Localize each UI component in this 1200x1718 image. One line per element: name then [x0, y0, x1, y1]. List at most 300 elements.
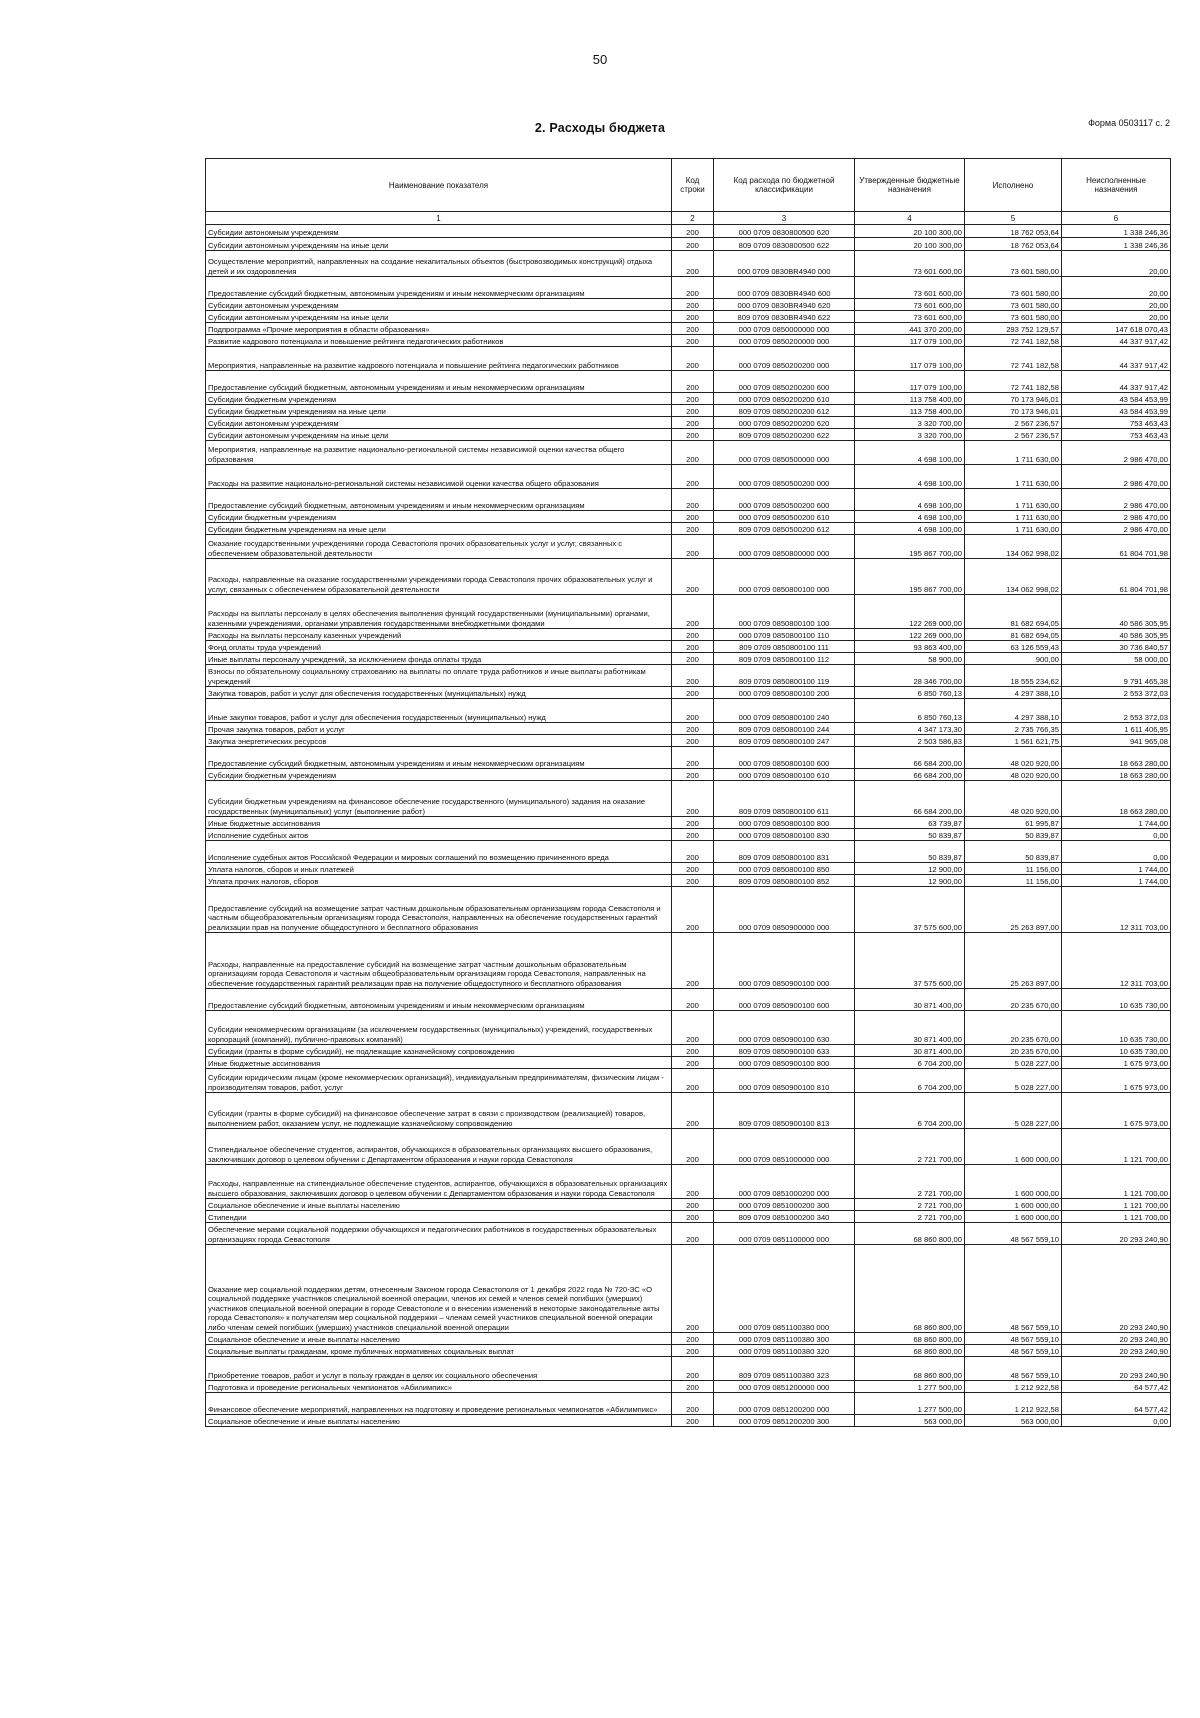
row-approved: 28 346 700,00: [855, 665, 965, 687]
table-row: [206, 769, 1171, 781]
row-classification-code: 809 0709 0850200200 622: [714, 429, 855, 441]
row-executed: 50 839,87: [965, 841, 1062, 863]
row-executed: 48 567 559,10: [965, 1223, 1062, 1245]
row-approved: 73 601 600,00: [855, 299, 965, 311]
row-approved: 68 860 800,00: [855, 1357, 965, 1381]
row-approved: 12 900,00: [855, 863, 965, 875]
row-name: Предоставление субсидий бюджетным, автономным учреждениям и иным некоммерческим организациям: [206, 489, 672, 511]
row-classification-code: 000 0709 0851100380 300: [714, 1333, 855, 1345]
row-approved: 4 698 100,00: [855, 489, 965, 511]
row-name: Расходы на развитие национально-региональной системы независимой оценки качества общего образования: [206, 465, 672, 489]
row-line-code: 200: [672, 1357, 714, 1381]
row-line-code: 200: [672, 523, 714, 535]
table-row: [206, 1199, 1171, 1211]
table-row: [206, 335, 1171, 347]
row-executed: 1 711 630,00: [965, 511, 1062, 523]
row-unexecuted: 2 986 470,00: [1062, 523, 1171, 535]
row-name: Расходы на выплаты персоналу в целях обеспечения выполнения функций государственными (муниципальными) органами, казенными учреждениями, органами управления государственными внебюджетными фондами: [206, 595, 672, 629]
row-executed: 1 212 922,58: [965, 1381, 1062, 1393]
table-row: [206, 1415, 1171, 1427]
row-approved: 117 079 100,00: [855, 371, 965, 393]
col-header-classification-code: Код расхода по бюджетной классификации: [714, 159, 855, 212]
row-name: Субсидии бюджетным учреждениям на финансовое обеспечение государственного (муниципального) задания на оказание государственных (муниципальных) услуг (выполнение работ): [206, 781, 672, 817]
row-executed: 20 235 670,00: [965, 989, 1062, 1011]
row-executed: 20 235 670,00: [965, 1011, 1062, 1045]
row-classification-code: 809 0709 0850500200 612: [714, 523, 855, 535]
row-unexecuted: 1 121 700,00: [1062, 1129, 1171, 1165]
row-executed: 48 567 559,10: [965, 1357, 1062, 1381]
row-classification-code: 000 0709 0850900100 000: [714, 933, 855, 989]
table-row: [206, 523, 1171, 535]
row-approved: 4 698 100,00: [855, 511, 965, 523]
row-unexecuted: 10 635 730,00: [1062, 989, 1171, 1011]
row-approved: 37 575 600,00: [855, 887, 965, 933]
row-line-code: 200: [672, 323, 714, 335]
row-approved: 68 860 800,00: [855, 1333, 965, 1345]
row-approved: 2 721 700,00: [855, 1129, 965, 1165]
row-executed: 18 762 053,64: [965, 238, 1062, 251]
row-line-code: 200: [672, 393, 714, 405]
row-approved: 1 277 500,00: [855, 1393, 965, 1415]
row-executed: 2 735 766,35: [965, 723, 1062, 735]
row-executed: 5 028 227,00: [965, 1057, 1062, 1069]
row-classification-code: 000 0709 0850500200 610: [714, 511, 855, 523]
row-unexecuted: 2 553 372,03: [1062, 687, 1171, 699]
table-row: [206, 841, 1171, 863]
table-row: [206, 735, 1171, 747]
row-name: Взносы по обязательному социальному страхованию на выплаты по оплате труда работников и иные выплаты работникам учреждений: [206, 665, 672, 687]
row-unexecuted: 64 577,42: [1062, 1393, 1171, 1415]
row-line-code: 200: [672, 299, 714, 311]
row-name: Финансовое обеспечение мероприятий, направленных на подготовку и проведение региональных чемпионатов «Абилимпикс»: [206, 1393, 672, 1415]
row-approved: 68 860 800,00: [855, 1245, 965, 1333]
row-unexecuted: 147 618 070,43: [1062, 323, 1171, 335]
row-line-code: 200: [672, 595, 714, 629]
row-unexecuted: 1 675 973,00: [1062, 1093, 1171, 1129]
row-classification-code: 000 0709 0850900100 800: [714, 1057, 855, 1069]
row-classification-code: 809 0709 0850800100 831: [714, 841, 855, 863]
row-name: Иные бюджетные ассигнования: [206, 1057, 672, 1069]
table-row: [206, 1223, 1171, 1245]
row-unexecuted: 43 584 453,99: [1062, 405, 1171, 417]
row-unexecuted: 30 736 840,57: [1062, 641, 1171, 653]
row-line-code: 200: [672, 251, 714, 277]
row-approved: 12 900,00: [855, 875, 965, 887]
row-name: Расходы, направленные на стипендиальное обеспечение студентов, аспирантов, обучающихся в образовательных организациях высшего образования, заключивших договор о целевом обучении с Департаментом образования и науки города Севастополя: [206, 1165, 672, 1199]
row-executed: 563 000,00: [965, 1415, 1062, 1427]
row-executed: 48 020 920,00: [965, 781, 1062, 817]
row-classification-code: 000 0709 0850200200 600: [714, 371, 855, 393]
row-name: Уплата прочих налогов, сборов: [206, 875, 672, 887]
table-row: [206, 1129, 1171, 1165]
row-line-code: 200: [672, 665, 714, 687]
row-name: Подпрограмма «Прочие мероприятия в области образования»: [206, 323, 672, 335]
row-classification-code: 809 0709 0850800100 111: [714, 641, 855, 653]
row-line-code: 200: [672, 829, 714, 841]
row-classification-code: 000 0709 0830BR4940 000: [714, 251, 855, 277]
row-line-code: 200: [672, 335, 714, 347]
row-classification-code: 000 0709 0850800100 200: [714, 687, 855, 699]
row-classification-code: 809 0709 0851100380 323: [714, 1357, 855, 1381]
row-unexecuted: 10 635 730,00: [1062, 1011, 1171, 1045]
row-line-code: 200: [672, 535, 714, 559]
table-row: [206, 1393, 1171, 1415]
row-line-code: 200: [672, 875, 714, 887]
row-approved: 6 704 200,00: [855, 1069, 965, 1093]
row-line-code: 200: [672, 1415, 714, 1427]
table-row: [206, 429, 1171, 441]
form-code: Форма 0503117 с. 2: [1088, 118, 1170, 128]
table-row: [206, 225, 1171, 238]
table-row: [206, 238, 1171, 251]
row-line-code: 200: [672, 769, 714, 781]
row-line-code: 200: [672, 441, 714, 465]
row-unexecuted: 20 293 240,90: [1062, 1357, 1171, 1381]
table-row: [206, 887, 1171, 933]
row-approved: 2 721 700,00: [855, 1211, 965, 1223]
page-number: 50: [592, 52, 608, 67]
row-classification-code: 000 0709 0850800000 000: [714, 535, 855, 559]
row-line-code: 200: [672, 371, 714, 393]
row-unexecuted: 18 663 280,00: [1062, 769, 1171, 781]
table-row: [206, 1069, 1171, 1093]
row-name: Субсидии автономным учреждениям: [206, 417, 672, 429]
row-name: Субсидии автономным учреждениям на иные цели: [206, 238, 672, 251]
table-row: [206, 875, 1171, 887]
row-line-code: 200: [672, 347, 714, 371]
row-line-code: 200: [672, 1333, 714, 1345]
row-executed: 20 235 670,00: [965, 1045, 1062, 1057]
row-name: Оказание государственными учреждениями города Севастополя прочих образовательных услуг и услуг, связанных с обеспечением образовательной деятельности: [206, 535, 672, 559]
table-row: [206, 1357, 1171, 1381]
row-name: Субсидии бюджетным учреждениям на иные цели: [206, 405, 672, 417]
row-approved: 3 320 700,00: [855, 429, 965, 441]
row-executed: 1 600 000,00: [965, 1129, 1062, 1165]
row-approved: 4 698 100,00: [855, 523, 965, 535]
row-unexecuted: 941 965,08: [1062, 735, 1171, 747]
row-name: Социальное обеспечение и иные выплаты населению: [206, 1333, 672, 1345]
row-classification-code: 000 0709 0851000000 000: [714, 1129, 855, 1165]
row-classification-code: 000 0709 0850900100 600: [714, 989, 855, 1011]
row-executed: 134 062 998,02: [965, 559, 1062, 595]
row-executed: 1 600 000,00: [965, 1199, 1062, 1211]
row-line-code: 200: [672, 781, 714, 817]
table-row: [206, 989, 1171, 1011]
row-unexecuted: 753 463,43: [1062, 417, 1171, 429]
col-number: 3: [714, 212, 855, 225]
row-executed: 2 567 236,57: [965, 417, 1062, 429]
row-approved: 2 503 586,83: [855, 735, 965, 747]
row-unexecuted: 20 293 240,90: [1062, 1345, 1171, 1357]
row-approved: 113 758 400,00: [855, 393, 965, 405]
row-classification-code: 000 0709 0851100380 000: [714, 1245, 855, 1333]
table-row: [206, 347, 1171, 371]
row-approved: 117 079 100,00: [855, 347, 965, 371]
row-approved: 66 684 200,00: [855, 747, 965, 769]
row-name: Субсидии бюджетным учреждениям: [206, 511, 672, 523]
row-classification-code: 000 0709 0850800100 830: [714, 829, 855, 841]
row-classification-code: 000 0709 0850900000 000: [714, 887, 855, 933]
row-classification-code: 000 0709 0850500000 000: [714, 441, 855, 465]
row-unexecuted: 1 121 700,00: [1062, 1165, 1171, 1199]
row-unexecuted: 40 586 305,95: [1062, 595, 1171, 629]
row-line-code: 200: [672, 1045, 714, 1057]
row-approved: 563 000,00: [855, 1415, 965, 1427]
table-row: [206, 933, 1171, 989]
row-line-code: 200: [672, 1069, 714, 1093]
row-line-code: 200: [672, 489, 714, 511]
col-number: 2: [672, 212, 714, 225]
row-classification-code: 000 0709 0851200000 000: [714, 1381, 855, 1393]
row-classification-code: 000 0709 0851100380 320: [714, 1345, 855, 1357]
row-unexecuted: 2 553 372,03: [1062, 699, 1171, 723]
col-number: 6: [1062, 212, 1171, 225]
row-line-code: 200: [672, 747, 714, 769]
row-name: Подготовка и проведение региональных чемпионатов «Абилимпикс»: [206, 1381, 672, 1393]
row-approved: 66 684 200,00: [855, 769, 965, 781]
row-executed: 5 028 227,00: [965, 1093, 1062, 1129]
row-name: Субсидии автономным учреждениям на иные цели: [206, 429, 672, 441]
table-row: [206, 1381, 1171, 1393]
col-header-approved: Утвержденные бюджетные назначения: [855, 159, 965, 212]
table-row: [206, 629, 1171, 641]
row-name: Приобретение товаров, работ и услуг в пользу граждан в целях их социального обеспечения: [206, 1357, 672, 1381]
row-unexecuted: 9 791 465,38: [1062, 665, 1171, 687]
row-name: Иные закупки товаров, работ и услуг для обеспечения государственных (муниципальных) нужд: [206, 699, 672, 723]
row-executed: 1 600 000,00: [965, 1165, 1062, 1199]
row-line-code: 200: [672, 863, 714, 875]
row-classification-code: 809 0709 0850800100 112: [714, 653, 855, 665]
row-line-code: 200: [672, 653, 714, 665]
row-approved: 122 269 000,00: [855, 629, 965, 641]
row-executed: 1 711 630,00: [965, 489, 1062, 511]
row-approved: 195 867 700,00: [855, 559, 965, 595]
row-name: Исполнение судебных актов: [206, 829, 672, 841]
col-header-line-code: Код строки: [672, 159, 714, 212]
row-classification-code: 000 0709 0850500200 600: [714, 489, 855, 511]
row-line-code: 200: [672, 511, 714, 523]
row-approved: 195 867 700,00: [855, 535, 965, 559]
row-executed: 73 601 580,00: [965, 251, 1062, 277]
row-name: Предоставление субсидий бюджетным, автономным учреждениям и иным некоммерческим организациям: [206, 989, 672, 1011]
row-line-code: 200: [672, 1211, 714, 1223]
row-approved: 37 575 600,00: [855, 933, 965, 989]
row-unexecuted: 1 611 406,95: [1062, 723, 1171, 735]
row-unexecuted: 61 804 701,98: [1062, 559, 1171, 595]
row-line-code: 200: [672, 1093, 714, 1129]
table-row: [206, 1345, 1171, 1357]
table-row: [206, 393, 1171, 405]
table-row: [206, 511, 1171, 523]
table-row: [206, 829, 1171, 841]
row-approved: 68 860 800,00: [855, 1345, 965, 1357]
table-row: [206, 559, 1171, 595]
row-line-code: 200: [672, 735, 714, 747]
row-line-code: 200: [672, 641, 714, 653]
row-line-code: 200: [672, 405, 714, 417]
row-line-code: 200: [672, 1223, 714, 1245]
row-line-code: 200: [672, 1199, 714, 1211]
row-name: Закупка энергетических ресурсов: [206, 735, 672, 747]
row-unexecuted: 20 293 240,90: [1062, 1333, 1171, 1345]
row-classification-code: 809 0709 0850900100 813: [714, 1093, 855, 1129]
row-executed: 50 839,87: [965, 829, 1062, 841]
row-classification-code: 000 0709 0850800100 600: [714, 747, 855, 769]
row-name: Мероприятия, направленные на развитие кадрового потенциала и повышение рейтинга педагогических работников: [206, 347, 672, 371]
row-executed: 73 601 580,00: [965, 311, 1062, 323]
row-approved: 58 900,00: [855, 653, 965, 665]
row-executed: 2 567 236,57: [965, 429, 1062, 441]
row-unexecuted: 2 986 470,00: [1062, 465, 1171, 489]
row-name: Субсидии (гранты в форме субсидий) на финансовое обеспечение затрат в связи с производством (реализацией) товаров, выполнением работ, оказанием услуг, не подлежащие казначейскому сопровождению: [206, 1093, 672, 1129]
row-approved: 2 721 700,00: [855, 1199, 965, 1211]
row-line-code: 200: [672, 311, 714, 323]
table-row: [206, 665, 1171, 687]
row-unexecuted: 1 675 973,00: [1062, 1069, 1171, 1093]
row-executed: 134 062 998,02: [965, 535, 1062, 559]
row-name: Расходы, направленные на оказание государственными учреждениями города Севастополя прочих образовательных услуг и услуг, связанных с обеспечением образовательной деятельности: [206, 559, 672, 595]
row-unexecuted: 2 986 470,00: [1062, 511, 1171, 523]
row-classification-code: 000 0709 0850200200 620: [714, 417, 855, 429]
row-name: Субсидии автономным учреждениям на иные цели: [206, 311, 672, 323]
row-classification-code: 000 0709 0850500200 000: [714, 465, 855, 489]
row-name: Расходы на выплаты персоналу казенных учреждений: [206, 629, 672, 641]
row-approved: 6 850 760,13: [855, 699, 965, 723]
row-classification-code: 809 0709 0850200200 612: [714, 405, 855, 417]
row-executed: 25 263 897,00: [965, 933, 1062, 989]
row-executed: 70 173 946,01: [965, 393, 1062, 405]
row-unexecuted: 12 311 703,00: [1062, 887, 1171, 933]
row-approved: 6 704 200,00: [855, 1093, 965, 1129]
row-executed: 81 682 694,05: [965, 629, 1062, 641]
table-row: [206, 1245, 1171, 1333]
row-unexecuted: 0,00: [1062, 829, 1171, 841]
row-classification-code: 000 0709 0851000200 300: [714, 1199, 855, 1211]
row-line-code: 200: [672, 1129, 714, 1165]
row-unexecuted: 20,00: [1062, 311, 1171, 323]
row-line-code: 200: [672, 887, 714, 933]
table-row: [206, 1011, 1171, 1045]
row-unexecuted: 44 337 917,42: [1062, 347, 1171, 371]
row-classification-code: 000 0709 0850800100 850: [714, 863, 855, 875]
row-approved: 20 100 300,00: [855, 225, 965, 238]
row-approved: 50 839,87: [855, 841, 965, 863]
table-row: [206, 1165, 1171, 1199]
row-name: Субсидии бюджетным учреждениям на иные цели: [206, 523, 672, 535]
row-approved: 73 601 600,00: [855, 311, 965, 323]
row-name: Субсидии автономным учреждениям: [206, 225, 672, 238]
table-row: [206, 699, 1171, 723]
row-approved: 441 370 200,00: [855, 323, 965, 335]
table-row: [206, 1045, 1171, 1057]
expenditure-table: [205, 158, 1171, 1427]
row-executed: 1 600 000,00: [965, 1211, 1062, 1223]
row-name: Стипендии: [206, 1211, 672, 1223]
row-name: Субсидии бюджетным учреждениям: [206, 393, 672, 405]
row-classification-code: 000 0709 0850800100 610: [714, 769, 855, 781]
row-name: Расходы, направленные на предоставление субсидий на возмещение затрат частным дошкольным образовательным организациям города Севастополя и частным общеобразовательным организациям города Севастополя, направленных на обеспечение государственных гарантий реализации прав на получение общедоступного и бесплатного образования: [206, 933, 672, 989]
row-name: Социальное обеспечение и иные выплаты населению: [206, 1199, 672, 1211]
row-unexecuted: 1 744,00: [1062, 817, 1171, 829]
row-executed: 18 762 053,64: [965, 225, 1062, 238]
row-approved: 4 698 100,00: [855, 441, 965, 465]
row-executed: 4 297 388,10: [965, 687, 1062, 699]
row-name: Субсидии (гранты в форме субсидий), не подлежащие казначейскому сопровождению: [206, 1045, 672, 1057]
row-name: Социальное обеспечение и иные выплаты населению: [206, 1415, 672, 1427]
table-row: [206, 417, 1171, 429]
row-unexecuted: 1 744,00: [1062, 875, 1171, 887]
row-classification-code: 809 0709 0830BR4940 622: [714, 311, 855, 323]
row-approved: 113 758 400,00: [855, 405, 965, 417]
row-line-code: 200: [672, 723, 714, 735]
row-classification-code: 000 0709 0850200200 610: [714, 393, 855, 405]
row-executed: 1 711 630,00: [965, 465, 1062, 489]
row-unexecuted: 1 338 246,36: [1062, 238, 1171, 251]
row-unexecuted: 20 293 240,90: [1062, 1245, 1171, 1333]
row-executed: 25 263 897,00: [965, 887, 1062, 933]
row-approved: 68 860 800,00: [855, 1223, 965, 1245]
table-row: [206, 687, 1171, 699]
table-row: [206, 323, 1171, 335]
row-approved: 117 079 100,00: [855, 335, 965, 347]
row-classification-code: 000 0709 0850900100 630: [714, 1011, 855, 1045]
row-name: Предоставление субсидий бюджетным, автономным учреждениям и иным некоммерческим организациям: [206, 371, 672, 393]
row-executed: 48 020 920,00: [965, 769, 1062, 781]
table-row: [206, 641, 1171, 653]
row-classification-code: 000 0709 0830BR4940 600: [714, 277, 855, 299]
row-classification-code: 000 0709 0830BR4940 620: [714, 299, 855, 311]
row-classification-code: 000 0709 0850800100 800: [714, 817, 855, 829]
row-line-code: 200: [672, 1345, 714, 1357]
row-executed: 73 601 580,00: [965, 277, 1062, 299]
row-classification-code: 809 0709 0850800100 244: [714, 723, 855, 735]
row-executed: 5 028 227,00: [965, 1069, 1062, 1093]
row-approved: 2 721 700,00: [855, 1165, 965, 1199]
row-approved: 20 100 300,00: [855, 238, 965, 251]
row-executed: 48 567 559,10: [965, 1345, 1062, 1357]
row-unexecuted: 40 586 305,95: [1062, 629, 1171, 641]
row-line-code: 200: [672, 1057, 714, 1069]
row-line-code: 200: [672, 1393, 714, 1415]
row-executed: 4 297 388,10: [965, 699, 1062, 723]
row-classification-code: 000 0709 0850900100 810: [714, 1069, 855, 1093]
row-line-code: 200: [672, 277, 714, 299]
table-row: [206, 653, 1171, 665]
page-title: 2. Расходы бюджета: [534, 121, 666, 135]
row-unexecuted: 64 577,42: [1062, 1381, 1171, 1393]
row-executed: 11 156,00: [965, 875, 1062, 887]
col-number: 1: [206, 212, 672, 225]
table-row: [206, 405, 1171, 417]
row-approved: 30 871 400,00: [855, 1045, 965, 1057]
row-classification-code: 000 0709 0851000200 000: [714, 1165, 855, 1199]
row-approved: 73 601 600,00: [855, 251, 965, 277]
row-executed: 48 020 920,00: [965, 747, 1062, 769]
table-row: [206, 465, 1171, 489]
row-name: Мероприятия, направленные на развитие национально-региональной системы независимой оценки качества общего образования: [206, 441, 672, 465]
row-approved: 4 698 100,00: [855, 465, 965, 489]
row-line-code: 200: [672, 989, 714, 1011]
row-executed: 1 711 630,00: [965, 523, 1062, 535]
row-classification-code: 000 0709 0850800100 000: [714, 559, 855, 595]
row-unexecuted: 44 337 917,42: [1062, 335, 1171, 347]
row-executed: 81 682 694,05: [965, 595, 1062, 629]
table-row: [206, 863, 1171, 875]
row-unexecuted: 753 463,43: [1062, 429, 1171, 441]
row-line-code: 200: [672, 1381, 714, 1393]
row-classification-code: 000 0709 0850800100 240: [714, 699, 855, 723]
row-line-code: 200: [672, 238, 714, 251]
